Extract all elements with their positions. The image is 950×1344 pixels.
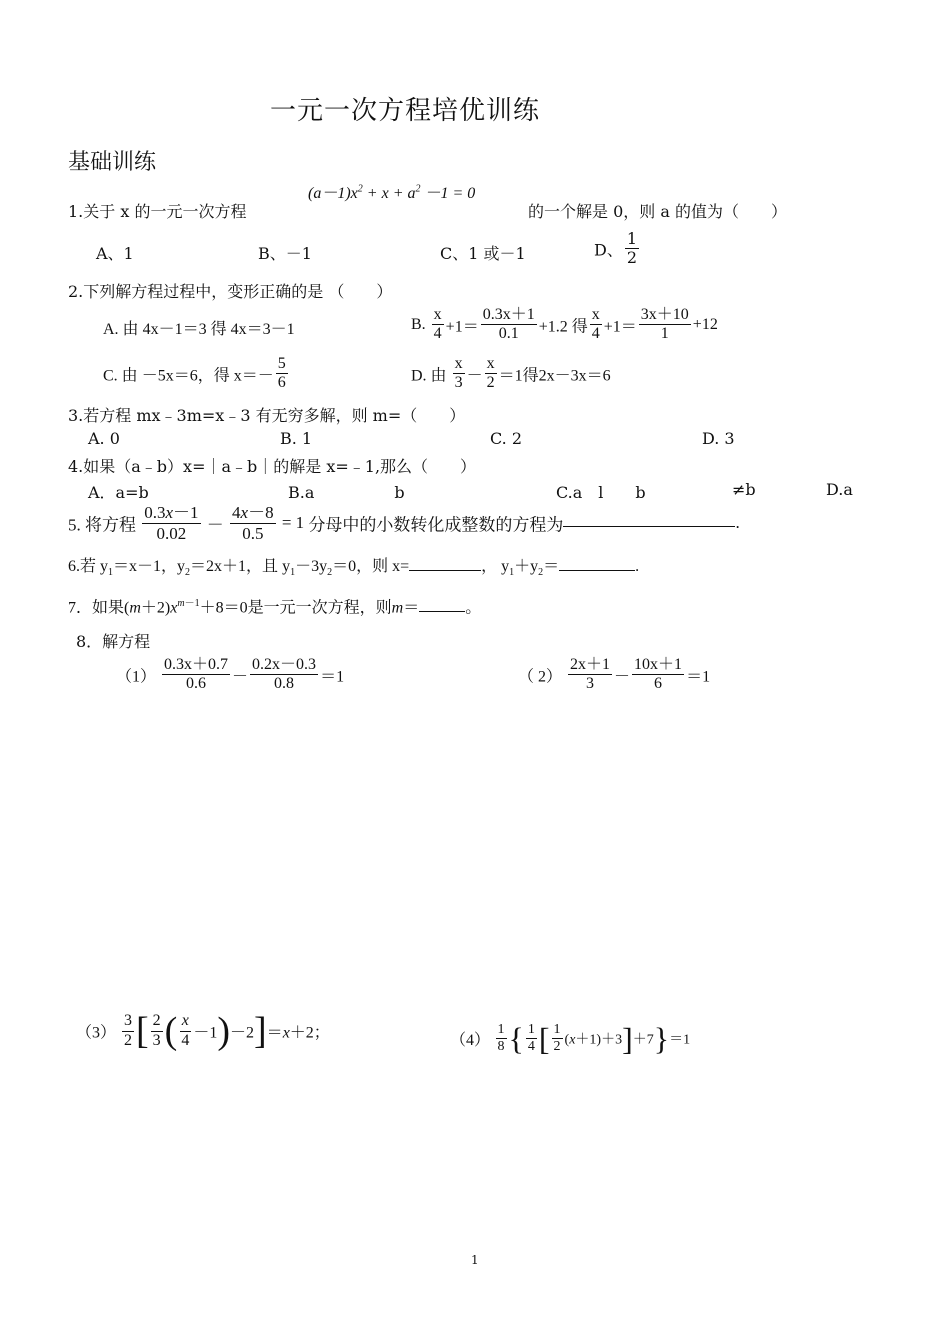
section-heading: 基础训练 — [68, 150, 157, 175]
q7-prefix: 7．如果 — [68, 599, 125, 617]
q5-end: . — [735, 513, 740, 533]
q6-prefix: 6.若 — [68, 558, 97, 575]
part-label: （ 2） — [518, 668, 563, 686]
option-label: A. 由 — [103, 321, 139, 338]
q1-option-d-label: D、 — [594, 240, 623, 260]
option-label: D. 由 — [411, 367, 447, 385]
q3-option-b: B. 1 — [280, 429, 313, 448]
q6-x-answer-blank[interactable] — [409, 570, 481, 571]
option-expression: 4x－1＝3 — [142, 321, 207, 338]
q8-part-2: （ 2） $\frac{2x+1}{3}$ － $\frac{10x+1}{6}$ ＝1 — [518, 656, 711, 693]
option-connector: 得 — [210, 321, 227, 338]
part-label: （3） — [76, 1024, 117, 1042]
q1-option-c: C、1 或－1 — [440, 244, 526, 263]
q3-option-c: C. 2 — [490, 429, 523, 448]
q2-option-c: C. 由 －5x＝6，得 x＝－ $\frac{5}{6}$ — [103, 355, 286, 392]
q1-equation: $(a-1)x^2 + x + a^2 -1 = 0$ — [308, 183, 476, 202]
q1-option-b: B、－1 — [258, 244, 312, 263]
q7-answer-blank[interactable] — [419, 611, 465, 612]
q6-end: . — [635, 558, 640, 575]
option-label: B. — [411, 315, 426, 333]
q2-option-b: B. $\frac{x}{4}$ +1＝ $\frac{0.3x+1}{0.1}$ +1.2 得 $\frac{x}{4}$ +1＝ $\frac{3x+10}{1}$ +12 — [411, 306, 718, 343]
q1-stem: 1.关于 x 的一元一次方程 — [68, 202, 247, 221]
option-expression: －5x＝6 — [141, 367, 198, 385]
part-label: （1） — [116, 668, 157, 686]
q6-x-label: ，则 x= — [356, 558, 410, 575]
q4-option-c-continued: ≠b — [732, 480, 756, 499]
q6-sum-answer-blank[interactable] — [559, 570, 635, 571]
q5-suffix: 分母中的小数转化成整数的方程为 — [308, 515, 564, 535]
option-expression-result: 4x＝3－1 — [230, 321, 295, 338]
q1-suffix: 的一个解是 0，则 a 的值为（ ） — [528, 202, 787, 221]
page-number: 1 — [471, 1253, 479, 1267]
option-label: C. 由 — [103, 367, 138, 385]
q8-part-4: （4） $\frac{1}{8}$ { $\frac{1}{4}$ [ $\frac{1}{2}$ (x＋1)＋3]＋7}＝1 — [450, 1020, 691, 1057]
q4-option-b: B.a b — [288, 483, 405, 502]
q7-mid: 是一元一次方程，则 — [247, 599, 392, 617]
q6-stem: 6.若 $y_1=x-1$，$y_2=2x+1$，且 $y_1-3y_2=0$，则 x= ， $y_1+y_2=$ . — [68, 558, 640, 579]
q5-prefix: 5. 将方程 — [68, 515, 136, 535]
q8-stem: 8．解方程 — [76, 632, 151, 651]
q7-end: 。 — [465, 599, 482, 617]
q5-stem: 5. 将方程 $\frac{0.3x-1}{0.02}$ － $\frac{4x-8}{0.5}$ = 1 分母中的小数转化成整数的方程为 . — [68, 503, 740, 543]
q6-connector: ，且 — [246, 558, 279, 575]
option-connector: ，得 — [197, 367, 230, 385]
q2-option-a — [103, 316, 295, 339]
q3-option-a: A. 0 — [88, 429, 120, 448]
q1-option-d-fraction — [625, 230, 639, 268]
q4-option-d: D.a — [826, 480, 853, 499]
q3-stem: 3.若方程 mx﹣3m=x﹣3 有无穷多解，则 m=（ ） — [68, 406, 466, 425]
q3-option-d: D. 3 — [702, 429, 735, 448]
q4-option-c: C.a l b — [556, 483, 646, 502]
q1-option-a: A、1 — [96, 244, 134, 263]
fraction-numerator: 1 — [626, 229, 638, 248]
q2-option-d: D. 由 $\frac{x}{3}$ － $\frac{x}{2}$ ＝1得2x－3x＝6 — [411, 355, 611, 392]
option-connector: 得 — [522, 367, 539, 385]
q8-part-3: （3） $\frac{3}{2}$ [ $\frac{2}{3}$ ( $\frac{x}{4}$ －1)－2]＝x＋2； — [76, 1010, 330, 1052]
q7-stem: 7．如果$(m+2)x^{m-1}+8=0$是一元一次方程，则m＝ 。 — [68, 598, 482, 617]
part-label: （4） — [450, 1032, 491, 1050]
q5-answer-blank[interactable] — [563, 526, 735, 527]
q4-stem: 4.如果（a﹣b）x=｜a﹣b｜的解是 x=﹣1,那么（ ） — [68, 457, 477, 476]
q8-part-1: （1） $\frac{0.3x+0.7}{0.6}$ － $\frac{0.2x-0.3}{0.8}$ ＝1 — [116, 656, 345, 693]
q4-option-a: A．a=b — [88, 483, 149, 502]
q6-separator: ， — [481, 558, 498, 575]
q1-option-d — [594, 230, 641, 268]
q2-stem: 2.下列解方程过程中，变形正确的是 （ ） — [68, 282, 393, 301]
fraction-denominator: 2 — [626, 248, 638, 268]
option-expression-result: 2x－3x＝6 — [538, 367, 611, 385]
page-title: 一元一次方程培优训练 — [270, 96, 541, 126]
